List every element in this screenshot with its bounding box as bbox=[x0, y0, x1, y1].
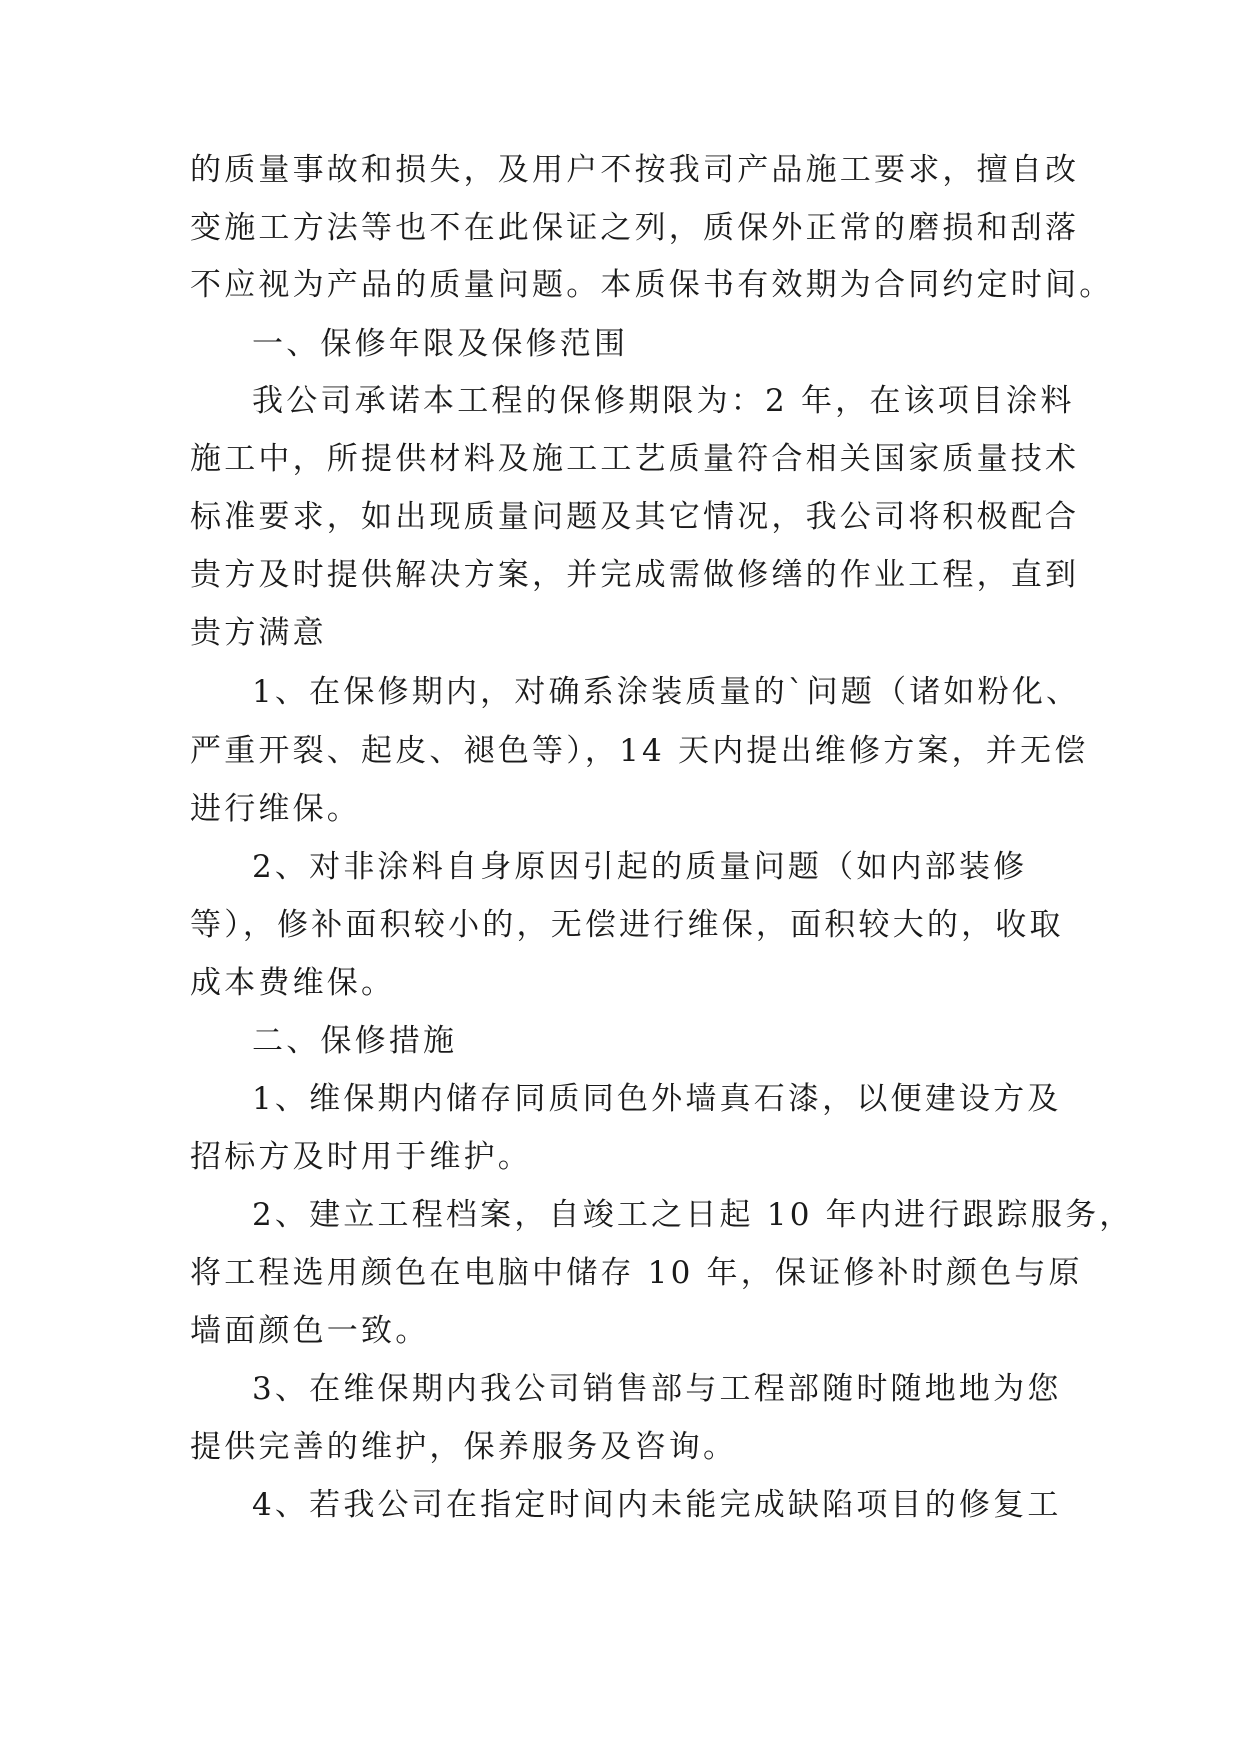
text-line: 进行维保。 bbox=[190, 791, 361, 827]
text-line: 1、维保期内储存同质同色外墙真石漆，以便建设方及 bbox=[252, 1081, 1062, 1117]
text-line: 4、若我公司在指定时间内未能完成缺陷项目的修复工 bbox=[252, 1487, 1062, 1523]
text-line: 贵方满意 bbox=[190, 615, 327, 651]
text-line: 标准要求，如出现质量问题及其它情况，我公司将积极配合 bbox=[190, 499, 1080, 535]
text-line: 施工中，所提供材料及施工工艺质量符合相关国家质量技术 bbox=[190, 441, 1080, 477]
text-line: 等），修补面积较小的，无偿进行维保，面积较大的，收取 bbox=[190, 907, 1064, 943]
text-line: 不应视为产品的质量问题。本质保书有效期为合同约定时间。 bbox=[190, 267, 1114, 303]
section-heading: 一、保修年限及保修范围 bbox=[252, 326, 629, 362]
text-line: 2、建立工程档案，自竣工之日起 10 年内进行跟踪服务， bbox=[252, 1197, 1134, 1233]
section-heading: 二、保修措施 bbox=[252, 1023, 458, 1059]
text-line: 招标方及时用于维护。 bbox=[190, 1139, 532, 1175]
text-line: 我公司承诺本工程的保修期限为：2 年，在该项目涂料 bbox=[252, 383, 1075, 419]
text-line: 将工程选用颜色在电脑中储存 10 年，保证修补时颜色与原 bbox=[190, 1255, 1083, 1291]
text-line: 贵方及时提供解决方案，并完成需做修缮的作业工程，直到 bbox=[190, 557, 1080, 593]
text-line: 3、在维保期内我公司销售部与工程部随时随地地为您 bbox=[252, 1371, 1062, 1407]
text-line: 的质量事故和损失，及用户不按我司产品施工要求，擅自改 bbox=[190, 152, 1080, 188]
text-line: 严重开裂、起皮、褪色等），14 天内提出维修方案，并无偿 bbox=[190, 733, 1089, 769]
text-line: 1、在保修期内，对确系涂装质量的`问题（诸如粉化、 bbox=[252, 674, 1081, 710]
text-line: 成本费维保。 bbox=[190, 965, 396, 1001]
text-line: 墙面颜色一致。 bbox=[190, 1313, 430, 1349]
text-line: 提供完善的维护，保养服务及咨询。 bbox=[190, 1429, 738, 1465]
text-line: 变施工方法等也不在此保证之列，质保外正常的磨损和刮落 bbox=[190, 210, 1080, 246]
text-line: 2、对非涂料自身原因引起的质量问题（如内部装修 bbox=[252, 849, 1028, 885]
